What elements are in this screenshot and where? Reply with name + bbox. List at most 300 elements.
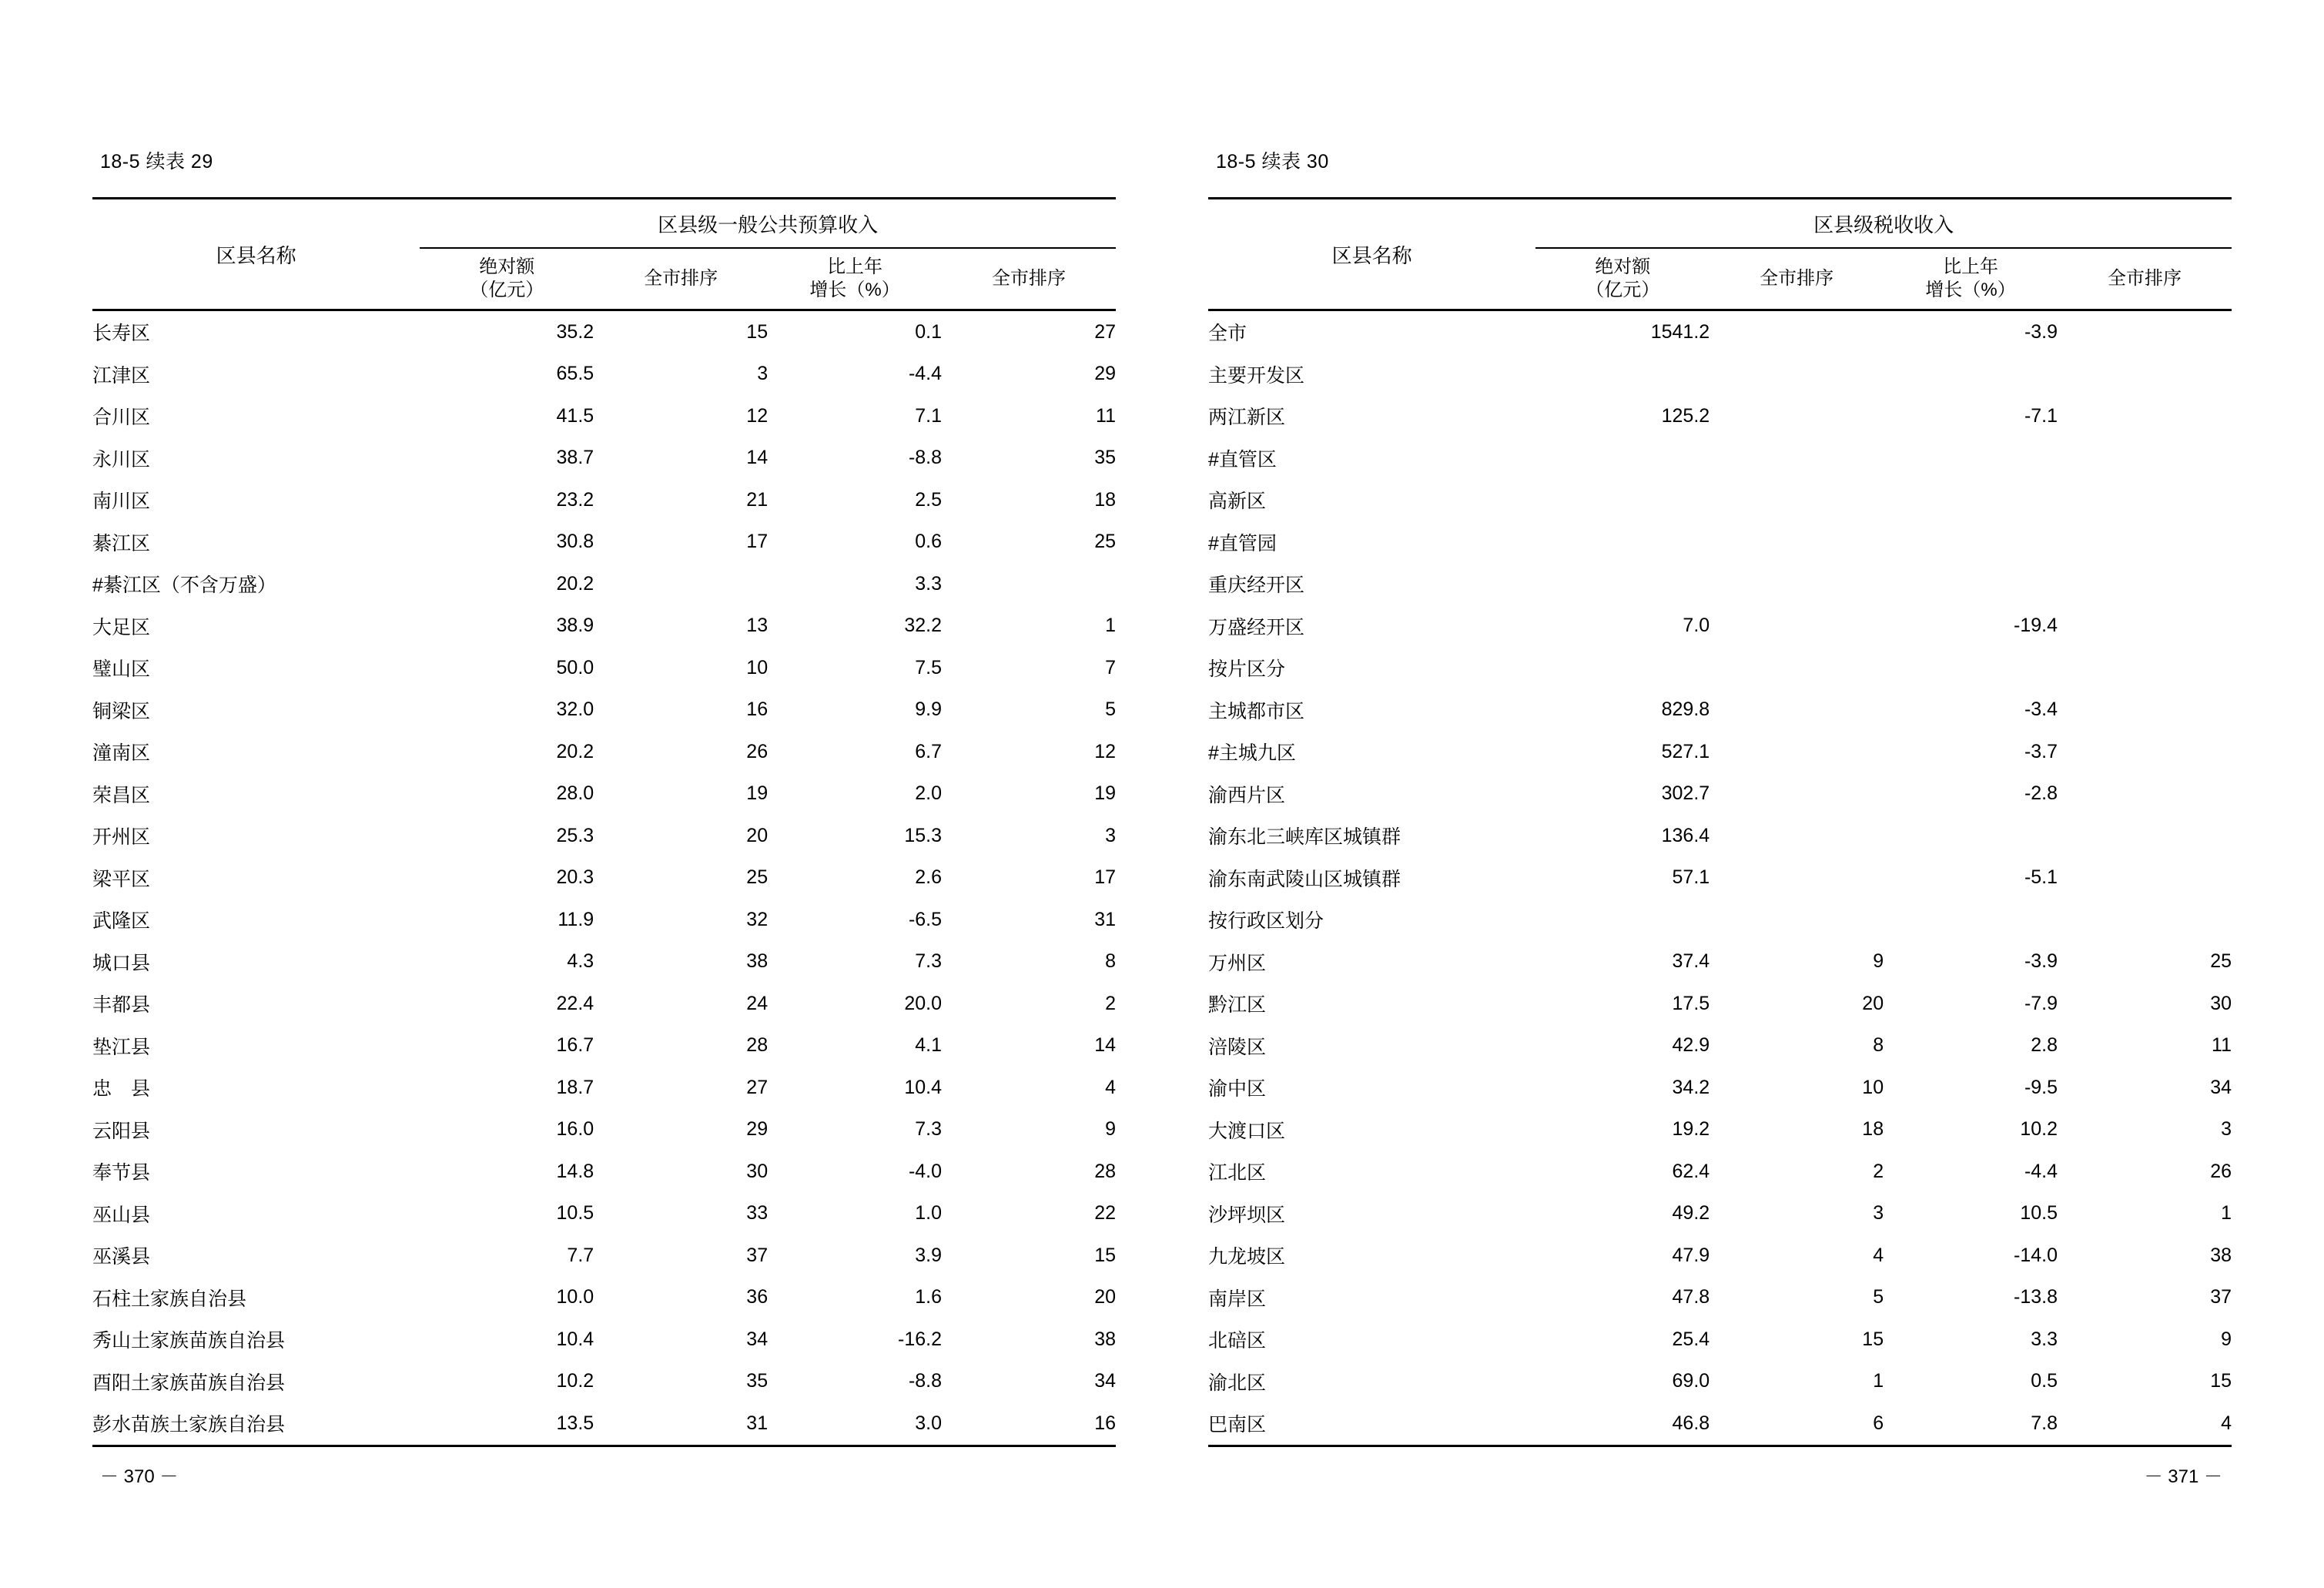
row-label: 万州区 bbox=[1208, 952, 1267, 974]
table-row bbox=[1208, 689, 2232, 732]
cell-growth bbox=[1884, 437, 2058, 480]
cell-rank-growth: 4 bbox=[2058, 1402, 2232, 1446]
cell-amount: 18.7 bbox=[556, 1076, 594, 1098]
cell-rank-amount: 3 bbox=[757, 363, 769, 385]
cell-growth: -3.7 bbox=[2024, 740, 2058, 762]
row-label: 开州区 bbox=[92, 826, 151, 849]
cell-rank-growth: 18 bbox=[1094, 488, 1116, 511]
row-label: 黔江区 bbox=[1208, 994, 1267, 1017]
cell-rank-growth: 19 bbox=[1094, 782, 1116, 805]
cell-growth: 7.3 bbox=[915, 1118, 943, 1141]
cell-growth: 7.5 bbox=[915, 656, 943, 678]
cell-amount: 10.5 bbox=[556, 1202, 594, 1225]
cell-rank-amount: 20 bbox=[1862, 992, 1884, 1014]
row-label: 石柱土家族自治县 bbox=[92, 1288, 247, 1310]
cell-rank-growth: 34 bbox=[1094, 1370, 1116, 1392]
cell-amount: 23.2 bbox=[556, 488, 594, 511]
cell-rank-growth: 1 bbox=[2221, 1202, 2232, 1225]
cell-rank-amount: 10 bbox=[746, 656, 769, 678]
cell-rank-growth bbox=[2058, 899, 2232, 941]
cell-rank-growth: 2 bbox=[1105, 992, 1116, 1014]
table-row bbox=[92, 1318, 1116, 1361]
cell-rank-amount bbox=[1710, 899, 1884, 941]
cell-rank-amount bbox=[1710, 395, 1884, 437]
cell-growth: -3.9 bbox=[2024, 950, 2058, 973]
cell-rank-amount: 28 bbox=[746, 1034, 769, 1057]
row-label: 长寿区 bbox=[92, 323, 151, 345]
cell-rank-amount: 1 bbox=[1873, 1370, 1884, 1392]
cell-rank-growth: 34 bbox=[2210, 1076, 2232, 1098]
cell-rank-amount: 18 bbox=[1862, 1118, 1884, 1141]
cell-rank-amount: 15 bbox=[1862, 1328, 1884, 1350]
cell-rank-growth: 15 bbox=[2210, 1370, 2232, 1392]
row-label: #直管园 bbox=[1208, 532, 1277, 554]
row-label: 巴南区 bbox=[1208, 1402, 1535, 1446]
cell-growth: 10.4 bbox=[904, 1076, 943, 1098]
cell-growth: -4.0 bbox=[908, 1160, 943, 1182]
table-row bbox=[1208, 773, 2232, 816]
cell-rank-growth: 11 bbox=[2212, 1034, 2232, 1057]
row-label: 永川区 bbox=[92, 448, 151, 471]
cell-growth: 2.5 bbox=[915, 488, 943, 511]
cell-growth bbox=[1884, 815, 2058, 857]
table-row bbox=[92, 437, 1116, 480]
table-row bbox=[92, 941, 1116, 983]
cell-growth: 10.2 bbox=[2020, 1118, 2058, 1141]
table-row bbox=[92, 1361, 1116, 1403]
cell-growth: -19.4 bbox=[2014, 615, 2058, 637]
cell-growth: 7.3 bbox=[915, 950, 943, 973]
cell-amount: 47.8 bbox=[1672, 1286, 1710, 1308]
column-header-rank1-left: 全市排序 bbox=[594, 248, 768, 310]
table-row bbox=[92, 521, 1116, 564]
cell-rank-amount: 20 bbox=[746, 824, 769, 846]
cell-growth: 10.5 bbox=[2020, 1202, 2058, 1225]
table-row bbox=[92, 479, 1116, 521]
row-label: 铜梁区 bbox=[92, 700, 151, 722]
row-label: 九龙坡区 bbox=[1208, 1246, 1286, 1268]
page-number-right: － 371 － bbox=[2144, 1466, 2222, 1487]
cell-rank-amount bbox=[1710, 563, 1884, 605]
cell-rank-amount bbox=[1710, 815, 1884, 857]
cell-growth: 32.2 bbox=[904, 615, 943, 637]
cell-growth: 2.6 bbox=[915, 866, 943, 889]
table-row bbox=[1208, 437, 2232, 480]
cell-rank-amount bbox=[1710, 773, 1884, 816]
cell-rank-amount: 15 bbox=[746, 320, 769, 343]
table-row bbox=[1208, 521, 2232, 564]
cell-amount bbox=[1535, 521, 1710, 564]
cell-rank-growth bbox=[2058, 689, 2232, 732]
cell-rank-growth bbox=[2058, 521, 2232, 564]
cell-rank-growth: 25 bbox=[2210, 950, 2232, 973]
cell-growth: 20.0 bbox=[904, 992, 943, 1014]
cell-rank-amount bbox=[1710, 647, 1884, 689]
cell-amount: 10.2 bbox=[556, 1370, 594, 1392]
row-label: 云阳县 bbox=[92, 1120, 151, 1142]
cell-growth bbox=[1884, 647, 2058, 689]
column-header-amount-left: 绝对额 （亿元） bbox=[420, 248, 594, 310]
cell-amount: 20.3 bbox=[556, 866, 594, 889]
row-label: 全市 bbox=[1208, 323, 1247, 345]
column-group-header-left: 区县级一般公共预算收入 bbox=[420, 199, 1116, 249]
cell-amount: 25.3 bbox=[556, 824, 594, 846]
cell-rank-growth: 15 bbox=[1094, 1244, 1116, 1266]
cell-amount bbox=[1535, 479, 1710, 521]
cell-rank-growth: 9 bbox=[1105, 1118, 1116, 1141]
cell-amount: 42.9 bbox=[1672, 1034, 1710, 1057]
cell-amount: 527.1 bbox=[1661, 740, 1710, 762]
cell-growth: 15.3 bbox=[904, 824, 943, 846]
cell-rank-growth bbox=[2058, 310, 2232, 353]
cell-rank-amount: 31 bbox=[594, 1402, 768, 1446]
table-row bbox=[1208, 605, 2232, 648]
table-label-right: 18-5 续表 30 bbox=[1216, 151, 1329, 173]
cell-amount: 65.5 bbox=[556, 363, 594, 385]
table-row bbox=[92, 1067, 1116, 1109]
cell-rank-growth bbox=[2058, 731, 2232, 773]
table-row bbox=[1208, 1109, 2232, 1151]
table-row bbox=[1208, 1277, 2232, 1319]
cell-growth: -4.4 bbox=[2024, 1160, 2058, 1182]
column-header-name-right: 区县名称 bbox=[1208, 199, 1535, 310]
cell-growth: -2.8 bbox=[2024, 782, 2058, 805]
cell-amount: 19.2 bbox=[1672, 1118, 1710, 1141]
cell-rank-growth: 31 bbox=[1094, 908, 1116, 930]
cell-rank-amount bbox=[1710, 353, 1884, 396]
row-label: 渝西片区 bbox=[1208, 784, 1286, 806]
row-label: 渝东北三峡库区城镇群 bbox=[1208, 826, 1401, 849]
column-header-growth-left: 比上年 增长（%） bbox=[768, 248, 942, 310]
cell-rank-amount: 9 bbox=[1873, 950, 1884, 973]
table-row bbox=[92, 395, 1116, 437]
cell-amount: 32.0 bbox=[556, 699, 594, 721]
cell-rank-growth bbox=[2058, 437, 2232, 480]
cell-amount: 38.7 bbox=[556, 447, 594, 469]
column-header-rank2-right: 全市排序 bbox=[2058, 248, 2232, 310]
cell-rank-growth: 12 bbox=[1094, 740, 1116, 762]
row-label: 巫山县 bbox=[92, 1204, 151, 1226]
row-label: 高新区 bbox=[1208, 491, 1267, 513]
table-row bbox=[92, 647, 1116, 689]
cell-rank-amount: 26 bbox=[746, 740, 769, 762]
cell-amount bbox=[1535, 647, 1710, 689]
cell-growth: 0.1 bbox=[915, 320, 943, 343]
cell-rank-amount bbox=[1710, 479, 1884, 521]
cell-growth: 3.3 bbox=[915, 572, 943, 595]
cell-rank-growth: 37 bbox=[2210, 1286, 2232, 1308]
table-row bbox=[92, 815, 1116, 857]
cell-rank-growth: 3 bbox=[1105, 824, 1116, 846]
table-body-right bbox=[1208, 310, 2232, 1446]
table-row bbox=[92, 857, 1116, 900]
row-label: 渝东南武陵山区城镇群 bbox=[1208, 868, 1401, 890]
cell-rank-amount: 33 bbox=[746, 1202, 769, 1225]
cell-rank-amount: 4 bbox=[1873, 1244, 1884, 1266]
row-label: 江津区 bbox=[92, 364, 151, 387]
cell-growth: -9.5 bbox=[2024, 1076, 2058, 1098]
table-row bbox=[1208, 395, 2232, 437]
cell-amount: 38.9 bbox=[556, 615, 594, 637]
cell-growth: 9.9 bbox=[915, 699, 943, 721]
table-row bbox=[1208, 941, 2232, 983]
row-label: 按片区分 bbox=[1208, 658, 1286, 681]
cell-rank-amount: 10 bbox=[1862, 1076, 1884, 1098]
cell-rank-growth bbox=[2058, 815, 2232, 857]
row-label: 秀山土家族苗族自治县 bbox=[92, 1330, 286, 1352]
row-label: 江北区 bbox=[1208, 1162, 1267, 1184]
row-label: 北碚区 bbox=[1208, 1330, 1267, 1352]
cell-growth: 2.8 bbox=[2031, 1034, 2058, 1057]
row-label: 璧山区 bbox=[92, 658, 151, 681]
cell-rank-amount bbox=[1710, 605, 1884, 648]
cell-growth: 6.7 bbox=[915, 740, 943, 762]
cell-rank-amount: 29 bbox=[746, 1118, 769, 1141]
row-label: 荣昌区 bbox=[92, 784, 151, 806]
table-header-left bbox=[92, 199, 1116, 310]
row-label: 万盛经开区 bbox=[1208, 616, 1305, 638]
left-page bbox=[92, 146, 1116, 1588]
cell-rank-amount bbox=[1710, 731, 1884, 773]
table-row bbox=[1208, 1318, 2232, 1361]
table-row bbox=[92, 1109, 1116, 1151]
table-row bbox=[1208, 899, 2232, 941]
cell-amount: 10.4 bbox=[556, 1328, 594, 1350]
table-row bbox=[1208, 857, 2232, 900]
cell-rank-growth: 1 bbox=[1105, 615, 1116, 637]
row-label: 綦江区 bbox=[92, 532, 151, 554]
cell-rank-amount bbox=[1710, 521, 1884, 564]
row-label: #主城九区 bbox=[1208, 742, 1296, 765]
table-row bbox=[92, 1402, 1116, 1446]
cell-growth: -3.9 bbox=[2024, 320, 2058, 343]
cell-growth: 0.5 bbox=[2031, 1370, 2058, 1392]
column-header-growth-right: 比上年 增长（%） bbox=[1884, 248, 2058, 310]
table-label-left: 18-5 续表 29 bbox=[100, 151, 213, 173]
cell-amount: 49.2 bbox=[1672, 1202, 1710, 1225]
cell-rank-growth: 30 bbox=[2210, 992, 2232, 1014]
cell-rank-growth: 28 bbox=[1094, 1160, 1116, 1182]
cell-amount: 69.0 bbox=[1672, 1370, 1710, 1392]
cell-growth: -16.2 bbox=[898, 1328, 943, 1350]
statistics-table-right bbox=[1208, 197, 2232, 1447]
cell-rank-growth bbox=[2058, 857, 2232, 900]
cell-growth bbox=[1884, 563, 2058, 605]
cell-growth: -5.1 bbox=[2024, 866, 2058, 889]
row-label: 大足区 bbox=[92, 616, 151, 638]
cell-growth bbox=[1884, 353, 2058, 396]
cell-rank-growth: 20 bbox=[1094, 1286, 1116, 1308]
cell-amount: 7.7 bbox=[567, 1244, 594, 1266]
cell-rank-growth: 3 bbox=[2221, 1118, 2232, 1141]
table-row bbox=[92, 731, 1116, 773]
cell-amount: 20.2 bbox=[556, 740, 594, 762]
cell-amount: 46.8 bbox=[1535, 1402, 1710, 1446]
cell-amount: 62.4 bbox=[1672, 1160, 1710, 1182]
row-label: 渝北区 bbox=[1208, 1372, 1267, 1394]
cell-rank-growth bbox=[2058, 479, 2232, 521]
row-label: 合川区 bbox=[92, 407, 151, 429]
cell-amount: 14.8 bbox=[556, 1160, 594, 1182]
row-label: 酉阳土家族苗族自治县 bbox=[92, 1372, 286, 1394]
table-row bbox=[1208, 1193, 2232, 1235]
cell-rank-amount: 12 bbox=[746, 404, 769, 427]
table-row bbox=[92, 1025, 1116, 1067]
cell-rank-amount bbox=[1710, 437, 1884, 480]
table-header-right bbox=[1208, 199, 2232, 310]
cell-rank-growth: 5 bbox=[1105, 699, 1116, 721]
table-row bbox=[92, 353, 1116, 396]
table-row bbox=[1208, 1151, 2232, 1193]
cell-growth: -7.1 bbox=[2024, 404, 2058, 427]
cell-rank-growth: 11 bbox=[1096, 404, 1116, 427]
cell-rank-amount: 13 bbox=[746, 615, 769, 637]
cell-amount: 41.5 bbox=[556, 404, 594, 427]
cell-growth: -13.8 bbox=[2014, 1286, 2058, 1308]
cell-growth: 7.1 bbox=[915, 404, 943, 427]
cell-rank-growth bbox=[2058, 395, 2232, 437]
cell-rank-growth bbox=[2058, 605, 2232, 648]
cell-amount: 302.7 bbox=[1661, 782, 1710, 805]
row-label: 垫江县 bbox=[92, 1036, 151, 1058]
table-row bbox=[1208, 563, 2232, 605]
column-header-amount-right: 绝对额 （亿元） bbox=[1535, 248, 1710, 310]
cell-amount: 25.4 bbox=[1672, 1328, 1710, 1350]
cell-amount: 4.3 bbox=[567, 950, 594, 973]
cell-rank-amount bbox=[1710, 689, 1884, 732]
cell-rank-amount: 34 bbox=[746, 1328, 769, 1350]
cell-rank-amount: 5 bbox=[1873, 1286, 1884, 1308]
row-label: #直管区 bbox=[1208, 448, 1277, 471]
cell-amount: 57.1 bbox=[1672, 866, 1710, 889]
cell-rank-amount: 17 bbox=[746, 531, 769, 553]
cell-rank-amount: 19 bbox=[746, 782, 769, 805]
row-label: 渝中区 bbox=[1208, 1078, 1267, 1101]
cell-rank-amount: 32 bbox=[746, 908, 769, 930]
row-label: 按行政区划分 bbox=[1208, 910, 1324, 933]
cell-rank-amount: 37 bbox=[746, 1244, 769, 1266]
cell-amount bbox=[1535, 437, 1710, 480]
cell-growth bbox=[1884, 521, 2058, 564]
table-row bbox=[92, 899, 1116, 941]
table-row bbox=[92, 1235, 1116, 1277]
row-label: 梁平区 bbox=[92, 868, 151, 890]
table-body-left bbox=[92, 310, 1116, 1446]
cell-rank-amount bbox=[1710, 310, 1884, 353]
cell-rank-amount: 16 bbox=[746, 699, 769, 721]
cell-rank-growth bbox=[942, 563, 1116, 605]
column-header-rank1-right: 全市排序 bbox=[1710, 248, 1884, 310]
cell-rank-growth bbox=[2058, 563, 2232, 605]
cell-amount: 136.4 bbox=[1661, 824, 1710, 846]
table-row bbox=[92, 689, 1116, 732]
cell-growth: -7.9 bbox=[2024, 992, 2058, 1014]
row-label: #綦江区（不含万盛） bbox=[92, 575, 276, 597]
row-label: 武隆区 bbox=[92, 910, 151, 933]
cell-amount: 13.5 bbox=[420, 1402, 594, 1446]
cell-amount: 28.0 bbox=[556, 782, 594, 805]
cell-rank-growth: 17 bbox=[1094, 866, 1116, 889]
cell-rank-growth bbox=[2058, 647, 2232, 689]
cell-rank-growth: 4 bbox=[1105, 1076, 1116, 1098]
cell-growth: 1.6 bbox=[915, 1286, 943, 1308]
cell-rank-growth bbox=[2058, 353, 2232, 396]
table-row bbox=[92, 983, 1116, 1025]
row-label: 主要开发区 bbox=[1208, 364, 1305, 387]
cell-amount bbox=[1535, 563, 1710, 605]
cell-growth: -14.0 bbox=[2014, 1244, 2058, 1266]
cell-amount: 17.5 bbox=[1672, 992, 1710, 1014]
cell-rank-growth: 7 bbox=[1105, 656, 1116, 678]
table-row bbox=[1208, 310, 2232, 353]
cell-rank-growth: 25 bbox=[1094, 531, 1116, 553]
column-header-name-left: 区县名称 bbox=[92, 199, 420, 310]
cell-amount: 30.8 bbox=[556, 531, 594, 553]
cell-growth: -8.8 bbox=[908, 1370, 943, 1392]
row-label: 城口县 bbox=[92, 952, 151, 974]
cell-rank-amount bbox=[594, 563, 768, 605]
table-row bbox=[1208, 1067, 2232, 1109]
cell-amount: 829.8 bbox=[1661, 699, 1710, 721]
cell-rank-growth: 8 bbox=[1105, 950, 1116, 973]
cell-growth: 0.6 bbox=[915, 531, 943, 553]
cell-rank-growth: 35 bbox=[1094, 447, 1116, 469]
table-row bbox=[92, 310, 1116, 353]
row-label: 巫溪县 bbox=[92, 1246, 151, 1268]
row-label: 南岸区 bbox=[1208, 1288, 1267, 1310]
table-row bbox=[1208, 1361, 2232, 1403]
cell-amount: 22.4 bbox=[556, 992, 594, 1014]
column-header-rank2-left: 全市排序 bbox=[942, 248, 1116, 310]
cell-rank-growth: 29 bbox=[1094, 363, 1116, 385]
cell-amount: 37.4 bbox=[1672, 950, 1710, 973]
cell-amount: 20.2 bbox=[556, 572, 594, 595]
right-page bbox=[1208, 146, 2232, 1588]
row-label: 丰都县 bbox=[92, 994, 151, 1017]
cell-amount: 50.0 bbox=[556, 656, 594, 678]
row-label: 南川区 bbox=[92, 491, 151, 513]
table-row bbox=[92, 773, 1116, 816]
cell-amount: 16.7 bbox=[556, 1034, 594, 1057]
cell-amount: 16.0 bbox=[556, 1118, 594, 1141]
cell-rank-amount: 6 bbox=[1710, 1402, 1884, 1446]
cell-rank-growth: 27 bbox=[1094, 320, 1116, 343]
cell-rank-growth: 16 bbox=[942, 1402, 1116, 1446]
cell-rank-amount: 25 bbox=[746, 866, 769, 889]
row-label: 忠 县 bbox=[92, 1078, 151, 1101]
cell-amount bbox=[1535, 899, 1710, 941]
cell-amount: 10.0 bbox=[556, 1286, 594, 1308]
cell-rank-growth: 38 bbox=[1094, 1328, 1116, 1350]
cell-growth bbox=[1884, 479, 2058, 521]
cell-rank-amount: 24 bbox=[746, 992, 769, 1014]
row-label: 潼南区 bbox=[92, 742, 151, 765]
cell-growth: 3.9 bbox=[915, 1244, 943, 1266]
cell-amount: 7.0 bbox=[1683, 615, 1710, 637]
table-row bbox=[92, 1277, 1116, 1319]
cell-growth: 3.0 bbox=[768, 1402, 942, 1446]
cell-amount bbox=[1535, 353, 1710, 396]
cell-rank-growth: 9 bbox=[2221, 1328, 2232, 1350]
cell-rank-amount: 36 bbox=[746, 1286, 769, 1308]
row-label: 彭水苗族土家族自治县 bbox=[92, 1402, 420, 1446]
cell-rank-amount: 3 bbox=[1873, 1202, 1884, 1225]
row-label: 大渡口区 bbox=[1208, 1120, 1286, 1142]
cell-rank-growth: 38 bbox=[2210, 1244, 2232, 1266]
row-label: 主城都市区 bbox=[1208, 700, 1305, 722]
cell-growth: 1.0 bbox=[915, 1202, 943, 1225]
row-label: 重庆经开区 bbox=[1208, 575, 1305, 597]
